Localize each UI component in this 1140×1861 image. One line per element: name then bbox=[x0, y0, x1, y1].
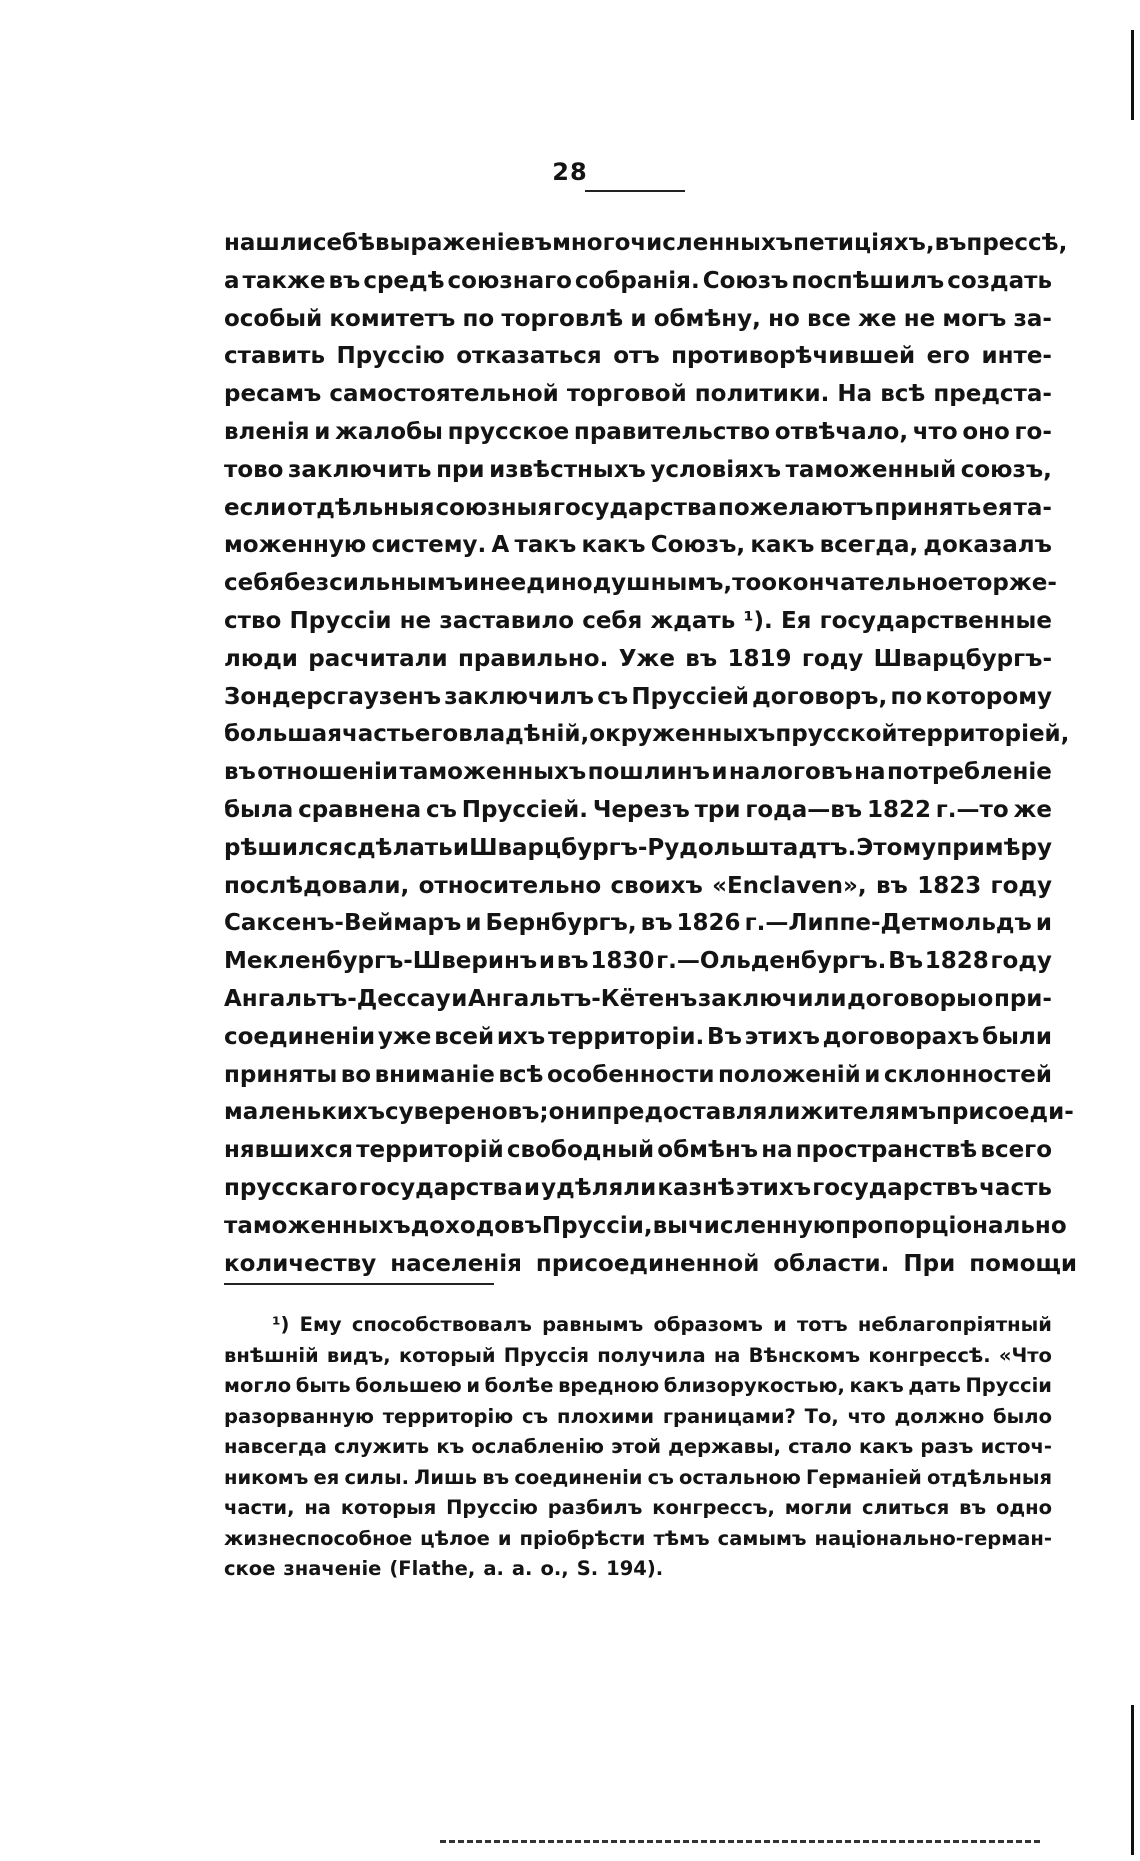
text-line: соединеніи уже всей ихъ территоріи. Въ этихъ договорахъ были bbox=[224, 1023, 1052, 1050]
footnote-line: могло быть большею и болѣе вредною близорукостью, какъ дать Пруссіи bbox=[224, 1374, 1052, 1397]
text-line: большая часть его владѣній, окруженныхъ прусской территоріей, bbox=[224, 721, 1070, 748]
scan-edge-line-top bbox=[1131, 30, 1134, 120]
footnote-line: ское значеніе (Flathe, a. a. o., S. 194). bbox=[224, 1557, 664, 1580]
text-line: Зондерсгаузенъ заключилъ съ Пруссіей договоръ, по которому bbox=[224, 683, 1052, 710]
page-number: 28 bbox=[552, 158, 588, 186]
text-line: въ отношеніи таможенныхъ пошлинъ и налоговъ на потребленіе bbox=[224, 759, 1052, 786]
text-line: нявшихся территорій свободный обмѣнъ на пространствѣ всего bbox=[224, 1137, 1052, 1164]
text-line: рѣшился сдѣлать и Шварцбургъ-Рудольштадтъ. Этому примѣру bbox=[224, 834, 1052, 861]
scan-edge-line-bottom bbox=[1131, 1705, 1134, 1855]
text-line: нашли себѣ выраженіе въ многочисленныхъ петиціяхъ, въ прессѣ, bbox=[224, 230, 1068, 256]
footnote-line: навсегда служить къ ослабленію этой державы, стало какъ разъ источ- bbox=[224, 1435, 1052, 1458]
text-line: была сравнена съ Пруссіей. Черезъ три года—въ 1822 г.—то же bbox=[224, 796, 1052, 823]
text-line: Ангальтъ-Дессау и Ангальтъ-Кётенъ заключили договоры о при- bbox=[224, 985, 1052, 1012]
text-line: вленія и жалобы прусское правительство отвѣчало, что оно го- bbox=[224, 418, 1052, 445]
main-text-block bbox=[224, 225, 1078, 1283]
text-line: ство Пруссіи не заставило себя ждать ¹). Ея государственные bbox=[224, 607, 1052, 634]
text-line: маленькихъ сувереновъ; они предоставляли жителямъ присоеди- bbox=[224, 1099, 1074, 1126]
text-line: приняты во вниманіе всѣ особенности положеній и склонностей bbox=[224, 1061, 1052, 1088]
text-line: послѣдовали, относительно своихъ «Enclaven», въ 1823 году bbox=[224, 872, 1052, 899]
footnote-separator bbox=[224, 1283, 494, 1285]
text-line: ставить Пруссію отказаться отъ противорѣчившей его инте- bbox=[224, 343, 1052, 370]
text-line: таможенныхъ доходовъ Пруссіи, вычисленную пропорціонально bbox=[224, 1212, 1067, 1239]
text-line: особый комитетъ по торговлѣ и обмѣну, но все же не могъ за- bbox=[224, 305, 1052, 332]
text-line: количеству населенія присоединенной области. При помощи bbox=[224, 1250, 1078, 1277]
text-line: Саксенъ-Веймаръ и Бернбургъ, въ 1826 г.—Липпе-Детмольдъ и bbox=[224, 910, 1052, 937]
text-line: Мекленбургъ-Шверинъ и въ 1830 г.—Ольденбургъ. Въ 1828 году bbox=[224, 948, 1052, 975]
text-line: если отдѣльныя союзныя государства пожелаютъ принять ея та- bbox=[224, 494, 1052, 521]
footnote-line: части, на которыя Пруссію разбилъ конгрессъ, могли слиться въ одно bbox=[224, 1496, 1052, 1519]
text-line: моженную систему. А такъ какъ Союзъ, какъ всегда, доказалъ bbox=[224, 532, 1052, 559]
footnote-line: жизнеспособное цѣлое и пріобрѣсти тѣмъ самымъ національно-герман- bbox=[224, 1526, 1052, 1550]
page-number-underline bbox=[585, 190, 685, 192]
footnote-line: ¹) Ему способствовалъ равнымъ образомъ и тотъ неблагопріятный bbox=[272, 1313, 1052, 1336]
footnote-block bbox=[224, 1310, 1052, 1585]
text-line: а также въ средѣ союзнаго собранія. Союзъ поспѣшилъ создать bbox=[224, 267, 1052, 294]
text-line: ресамъ самостоятельной торговой политики. На всѣ предста- bbox=[224, 381, 1052, 408]
text-line: тово заключить при извѣстныхъ условіяхъ таможенный союзъ, bbox=[224, 456, 1052, 483]
text-line: люди расчитали правильно. Уже въ 1819 году Шварцбургъ- bbox=[224, 645, 1052, 672]
footnote-line: внѣшній видъ, который Пруссія получила на Вѣнскомъ конгрессѣ. «Что bbox=[224, 1343, 1052, 1367]
footnote-line: разорванную территорію съ плохими границами? То, что должно было bbox=[224, 1404, 1052, 1428]
bottom-scan-marks bbox=[440, 1840, 1040, 1846]
text-line: прусскаго государства и удѣляли казнѣ этихъ государствъ часть bbox=[224, 1174, 1052, 1201]
text-line: себя безсильнымъ и не единодушнымъ, то окончательное торже- bbox=[224, 570, 1057, 597]
footnote-line: никомъ ея силы. Лишь въ соединеніи съ остальною Германіей отдѣльныя bbox=[224, 1465, 1052, 1489]
